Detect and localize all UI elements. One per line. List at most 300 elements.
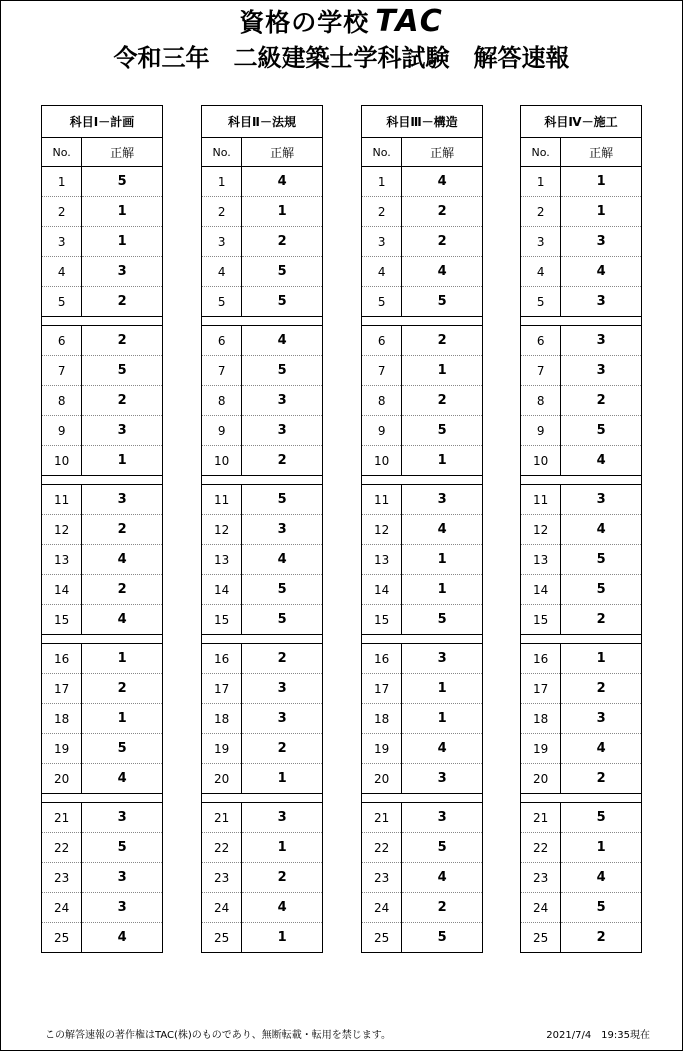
timestamp: 2021/7/4 19:35現在 (546, 1030, 650, 1041)
answer-row (362, 923, 483, 953)
correct-answer: 2 (561, 674, 642, 704)
correct-answer: 3 (242, 515, 323, 545)
question-number: 23 (42, 863, 82, 893)
question-number: 11 (362, 485, 402, 515)
question-number: 14 (42, 575, 82, 605)
answer-row (42, 923, 163, 953)
answer-row (42, 167, 163, 197)
correct-answer: 1 (82, 227, 163, 257)
answer-row (362, 545, 483, 575)
answer-row (362, 356, 483, 386)
question-number: 3 (42, 227, 82, 257)
question-number: 20 (362, 764, 402, 794)
correct-answer: 1 (402, 545, 483, 575)
question-number: 1 (42, 167, 82, 197)
answer-row (521, 644, 642, 674)
answer-row (362, 575, 483, 605)
correct-answer: 2 (402, 893, 483, 923)
column-header-no: No. (42, 138, 82, 167)
answer-row (202, 923, 323, 953)
subject-title: 科目Ⅰ－計画 (42, 106, 163, 138)
question-number: 7 (202, 356, 242, 386)
answer-row (521, 674, 642, 704)
question-number: 6 (521, 326, 561, 356)
answer-row (362, 644, 483, 674)
question-number: 15 (42, 605, 82, 635)
answer-row (202, 416, 323, 446)
answer-row (362, 515, 483, 545)
answer-row (362, 416, 483, 446)
answer-row (521, 485, 642, 515)
correct-answer: 1 (561, 197, 642, 227)
answer-row (202, 833, 323, 863)
correct-answer: 2 (561, 386, 642, 416)
question-number: 10 (362, 446, 402, 476)
answer-row (362, 734, 483, 764)
group-separator (202, 317, 323, 326)
question-number: 4 (521, 257, 561, 287)
correct-answer: 4 (402, 257, 483, 287)
question-number: 22 (202, 833, 242, 863)
question-number: 5 (202, 287, 242, 317)
question-number: 13 (202, 545, 242, 575)
question-number: 3 (521, 227, 561, 257)
correct-answer: 2 (402, 197, 483, 227)
answer-row (521, 416, 642, 446)
correct-answer: 2 (402, 386, 483, 416)
answer-row (362, 893, 483, 923)
subject-title: 科目Ⅳ－施工 (521, 106, 642, 138)
correct-answer: 3 (561, 287, 642, 317)
correct-answer: 3 (242, 386, 323, 416)
answer-row (521, 923, 642, 953)
subject-table (361, 105, 483, 953)
answer-row (521, 545, 642, 575)
question-number: 14 (521, 575, 561, 605)
correct-answer: 2 (242, 227, 323, 257)
correct-answer: 1 (82, 704, 163, 734)
question-number: 20 (521, 764, 561, 794)
question-number: 11 (202, 485, 242, 515)
correct-answer: 2 (82, 515, 163, 545)
question-number: 9 (202, 416, 242, 446)
correct-answer: 4 (402, 167, 483, 197)
group-separator (521, 317, 642, 326)
group-separator (521, 476, 642, 485)
correct-answer: 2 (82, 386, 163, 416)
question-number: 11 (42, 485, 82, 515)
brand-logo: TAC (375, 4, 444, 39)
question-number: 13 (521, 545, 561, 575)
correct-answer: 5 (561, 893, 642, 923)
question-number: 4 (202, 257, 242, 287)
answer-row (362, 257, 483, 287)
answer-row (42, 515, 163, 545)
correct-answer: 3 (82, 893, 163, 923)
group-separator (362, 635, 483, 644)
question-number: 24 (42, 893, 82, 923)
correct-answer: 3 (561, 704, 642, 734)
correct-answer: 4 (242, 167, 323, 197)
question-number: 12 (521, 515, 561, 545)
answer-row (362, 446, 483, 476)
question-number: 17 (42, 674, 82, 704)
correct-answer: 4 (561, 863, 642, 893)
correct-answer: 3 (561, 326, 642, 356)
correct-answer: 5 (242, 257, 323, 287)
answer-row (42, 485, 163, 515)
correct-answer: 4 (402, 515, 483, 545)
subject-title: 科目Ⅲ－構造 (362, 106, 483, 138)
school-title (0, 6, 683, 39)
answer-row (202, 575, 323, 605)
answer-row (521, 863, 642, 893)
correct-answer: 5 (402, 833, 483, 863)
correct-answer: 3 (561, 485, 642, 515)
correct-answer: 2 (596, 930, 606, 945)
correct-answer: 5 (82, 356, 163, 386)
answer-row (42, 257, 163, 287)
correct-answer: 5 (242, 485, 323, 515)
answer-row (42, 734, 163, 764)
group-separator (362, 476, 483, 485)
correct-answer: 3 (82, 416, 163, 446)
correct-answer: 1 (82, 197, 163, 227)
question-number: 1 (362, 167, 402, 197)
column-header-no: No. (362, 138, 402, 167)
correct-answer: 1 (561, 833, 642, 863)
correct-answer: 2 (242, 644, 323, 674)
group-separator (521, 635, 642, 644)
correct-answer: 4 (402, 863, 483, 893)
answer-row (362, 227, 483, 257)
group-separator (202, 476, 323, 485)
correct-answer: 1 (242, 833, 323, 863)
question-number: 24 (521, 893, 561, 923)
subject-title: 科目Ⅱ－法規 (202, 106, 323, 138)
correct-answer: 3 (402, 764, 483, 794)
question-number: 23 (202, 863, 242, 893)
answer-row (362, 197, 483, 227)
answer-row (42, 197, 163, 227)
answer-row (521, 227, 642, 257)
question-number: 10 (202, 446, 242, 476)
correct-answer: 4 (82, 764, 163, 794)
question-number: 24 (202, 893, 242, 923)
correct-answer: 5 (561, 416, 642, 446)
question-number: 17 (362, 674, 402, 704)
correct-answer: 3 (82, 485, 163, 515)
answer-row (202, 893, 323, 923)
correct-answer: 5 (437, 930, 447, 945)
question-number: 18 (521, 704, 561, 734)
question-number: 8 (362, 386, 402, 416)
correct-answer: 3 (82, 863, 163, 893)
question-number: 3 (202, 227, 242, 257)
answer-row (362, 167, 483, 197)
correct-answer: 3 (402, 803, 483, 833)
question-number: 1 (521, 167, 561, 197)
correct-answer: 2 (402, 227, 483, 257)
question-number: 22 (362, 833, 402, 863)
answer-row (521, 605, 642, 635)
correct-answer: 2 (242, 734, 323, 764)
correct-answer: 1 (402, 704, 483, 734)
subject-table (41, 105, 163, 953)
correct-answer: 4 (82, 545, 163, 575)
answer-row (362, 704, 483, 734)
group-separator (202, 794, 323, 803)
group-separator (42, 635, 163, 644)
column-header-no: No. (521, 138, 561, 167)
question-number: 21 (521, 803, 561, 833)
answer-row (42, 764, 163, 794)
answer-row (42, 227, 163, 257)
correct-answer: 3 (242, 803, 323, 833)
question-number: 7 (362, 356, 402, 386)
answer-row (202, 356, 323, 386)
correct-answer: 2 (82, 326, 163, 356)
correct-answer: 4 (242, 326, 323, 356)
question-number: 16 (42, 644, 82, 674)
answer-row (202, 803, 323, 833)
answer-row (521, 734, 642, 764)
question-number: 2 (42, 197, 82, 227)
question-number: 20 (202, 764, 242, 794)
answer-row (42, 386, 163, 416)
question-number: 13 (42, 545, 82, 575)
correct-answer: 4 (242, 545, 323, 575)
question-number: 19 (42, 734, 82, 764)
question-number: 22 (42, 833, 82, 863)
answer-row (521, 446, 642, 476)
correct-answer: 4 (117, 930, 127, 945)
correct-answer: 1 (561, 167, 642, 197)
question-number: 2 (202, 197, 242, 227)
subject-table (201, 105, 323, 953)
answer-row (521, 356, 642, 386)
correct-answer: 2 (402, 326, 483, 356)
answer-row (202, 515, 323, 545)
answer-row (521, 326, 642, 356)
group-separator (202, 635, 323, 644)
question-number: 15 (521, 605, 561, 635)
answer-row (202, 764, 323, 794)
correct-answer: 5 (402, 416, 483, 446)
column-header-answer: 正解 (242, 138, 323, 167)
correct-answer: 2 (82, 674, 163, 704)
answer-row (521, 287, 642, 317)
correct-answer: 3 (402, 485, 483, 515)
question-number: 15 (362, 605, 402, 635)
question-number: 9 (521, 416, 561, 446)
question-number: 24 (362, 893, 402, 923)
answer-row (42, 893, 163, 923)
correct-answer: 3 (561, 227, 642, 257)
question-number: 7 (42, 356, 82, 386)
question-number: 2 (521, 197, 561, 227)
page-title: 令和三年 二級建築士学科試験 解答速報 (113, 44, 570, 72)
question-number: 25 (202, 923, 242, 953)
column-header-no: No. (202, 138, 242, 167)
correct-answer: 4 (402, 734, 483, 764)
question-number: 14 (362, 575, 402, 605)
answer-row (202, 197, 323, 227)
answer-row (202, 227, 323, 257)
correct-answer: 4 (561, 446, 642, 476)
answer-row (42, 644, 163, 674)
correct-answer: 1 (242, 764, 323, 794)
page-header (0, 6, 683, 75)
question-number: 16 (362, 644, 402, 674)
answer-row (521, 515, 642, 545)
question-number: 4 (362, 257, 402, 287)
correct-answer: 2 (561, 764, 642, 794)
answer-row (42, 674, 163, 704)
answer-row (202, 446, 323, 476)
question-number: 6 (362, 326, 402, 356)
question-number: 12 (42, 515, 82, 545)
correct-answer: 4 (561, 257, 642, 287)
question-number: 12 (202, 515, 242, 545)
question-number: 18 (42, 704, 82, 734)
correct-answer: 4 (561, 734, 642, 764)
correct-answer: 5 (402, 605, 483, 635)
answer-row (202, 644, 323, 674)
question-number: 20 (42, 764, 82, 794)
correct-answer: 2 (242, 446, 323, 476)
answer-row (202, 605, 323, 635)
question-number: 18 (362, 704, 402, 734)
answer-row (42, 446, 163, 476)
question-number: 6 (202, 326, 242, 356)
correct-answer: 2 (561, 605, 642, 635)
question-number: 25 (521, 923, 561, 953)
correct-answer: 4 (561, 515, 642, 545)
answer-row (202, 326, 323, 356)
correct-answer: 3 (242, 416, 323, 446)
answer-row (521, 803, 642, 833)
correct-answer: 1 (242, 197, 323, 227)
answer-row (362, 764, 483, 794)
answer-row (202, 485, 323, 515)
group-separator (362, 317, 483, 326)
question-number: 13 (362, 545, 402, 575)
question-number: 23 (362, 863, 402, 893)
question-number: 8 (42, 386, 82, 416)
answer-row (202, 545, 323, 575)
question-number: 17 (202, 674, 242, 704)
answer-row (42, 287, 163, 317)
school-name: 資格の学校 (239, 8, 370, 37)
answer-row (42, 605, 163, 635)
correct-answer: 5 (82, 734, 163, 764)
subject-table (520, 105, 642, 953)
correct-answer: 1 (561, 644, 642, 674)
correct-answer: 3 (242, 674, 323, 704)
answer-row (202, 287, 323, 317)
correct-answer: 3 (242, 704, 323, 734)
correct-answer: 4 (242, 893, 323, 923)
answer-row (521, 167, 642, 197)
answer-row (362, 485, 483, 515)
correct-answer: 3 (402, 644, 483, 674)
answer-row (42, 704, 163, 734)
answer-row (521, 764, 642, 794)
question-number: 25 (362, 923, 402, 953)
question-number: 25 (42, 923, 82, 953)
question-number: 9 (42, 416, 82, 446)
answer-row (521, 386, 642, 416)
answer-row (202, 257, 323, 287)
correct-answer: 1 (82, 644, 163, 674)
question-number: 9 (362, 416, 402, 446)
group-separator (42, 476, 163, 485)
correct-answer: 2 (82, 287, 163, 317)
correct-answer: 5 (561, 575, 642, 605)
correct-answer: 2 (242, 863, 323, 893)
question-number: 16 (521, 644, 561, 674)
question-number: 22 (521, 833, 561, 863)
question-number: 1 (202, 167, 242, 197)
question-number: 3 (362, 227, 402, 257)
answer-row (202, 734, 323, 764)
answer-row (42, 833, 163, 863)
answer-row (362, 803, 483, 833)
question-number: 14 (202, 575, 242, 605)
column-header-answer: 正解 (402, 138, 483, 167)
column-header-answer: 正解 (82, 138, 163, 167)
question-number: 19 (202, 734, 242, 764)
answer-row (521, 833, 642, 863)
column-header-answer: 正解 (561, 138, 642, 167)
correct-answer: 1 (402, 575, 483, 605)
question-number: 10 (521, 446, 561, 476)
correct-answer: 5 (242, 605, 323, 635)
answer-row (362, 386, 483, 416)
answer-row (202, 863, 323, 893)
correct-answer: 5 (561, 803, 642, 833)
question-number: 18 (202, 704, 242, 734)
question-number: 4 (42, 257, 82, 287)
correct-answer: 1 (402, 356, 483, 386)
answer-row (362, 674, 483, 704)
group-separator (521, 794, 642, 803)
correct-answer: 2 (82, 575, 163, 605)
question-number: 2 (362, 197, 402, 227)
correct-answer: 1 (402, 446, 483, 476)
answer-row (521, 893, 642, 923)
answer-row (202, 167, 323, 197)
correct-answer: 3 (82, 257, 163, 287)
question-number: 8 (521, 386, 561, 416)
answer-row (521, 575, 642, 605)
correct-answer: 1 (402, 674, 483, 704)
question-number: 16 (202, 644, 242, 674)
correct-answer: 3 (82, 803, 163, 833)
correct-answer: 5 (561, 545, 642, 575)
answer-row (362, 287, 483, 317)
answer-row (42, 545, 163, 575)
copyright-notice: この解答速報の著作権はTAC(株)のものであり、無断転載・転用を禁じます。 (45, 1030, 391, 1041)
correct-answer: 5 (242, 287, 323, 317)
correct-answer: 5 (242, 356, 323, 386)
question-number: 10 (42, 446, 82, 476)
correct-answer: 5 (82, 167, 163, 197)
answer-row (362, 326, 483, 356)
question-number: 11 (521, 485, 561, 515)
answer-row (202, 386, 323, 416)
